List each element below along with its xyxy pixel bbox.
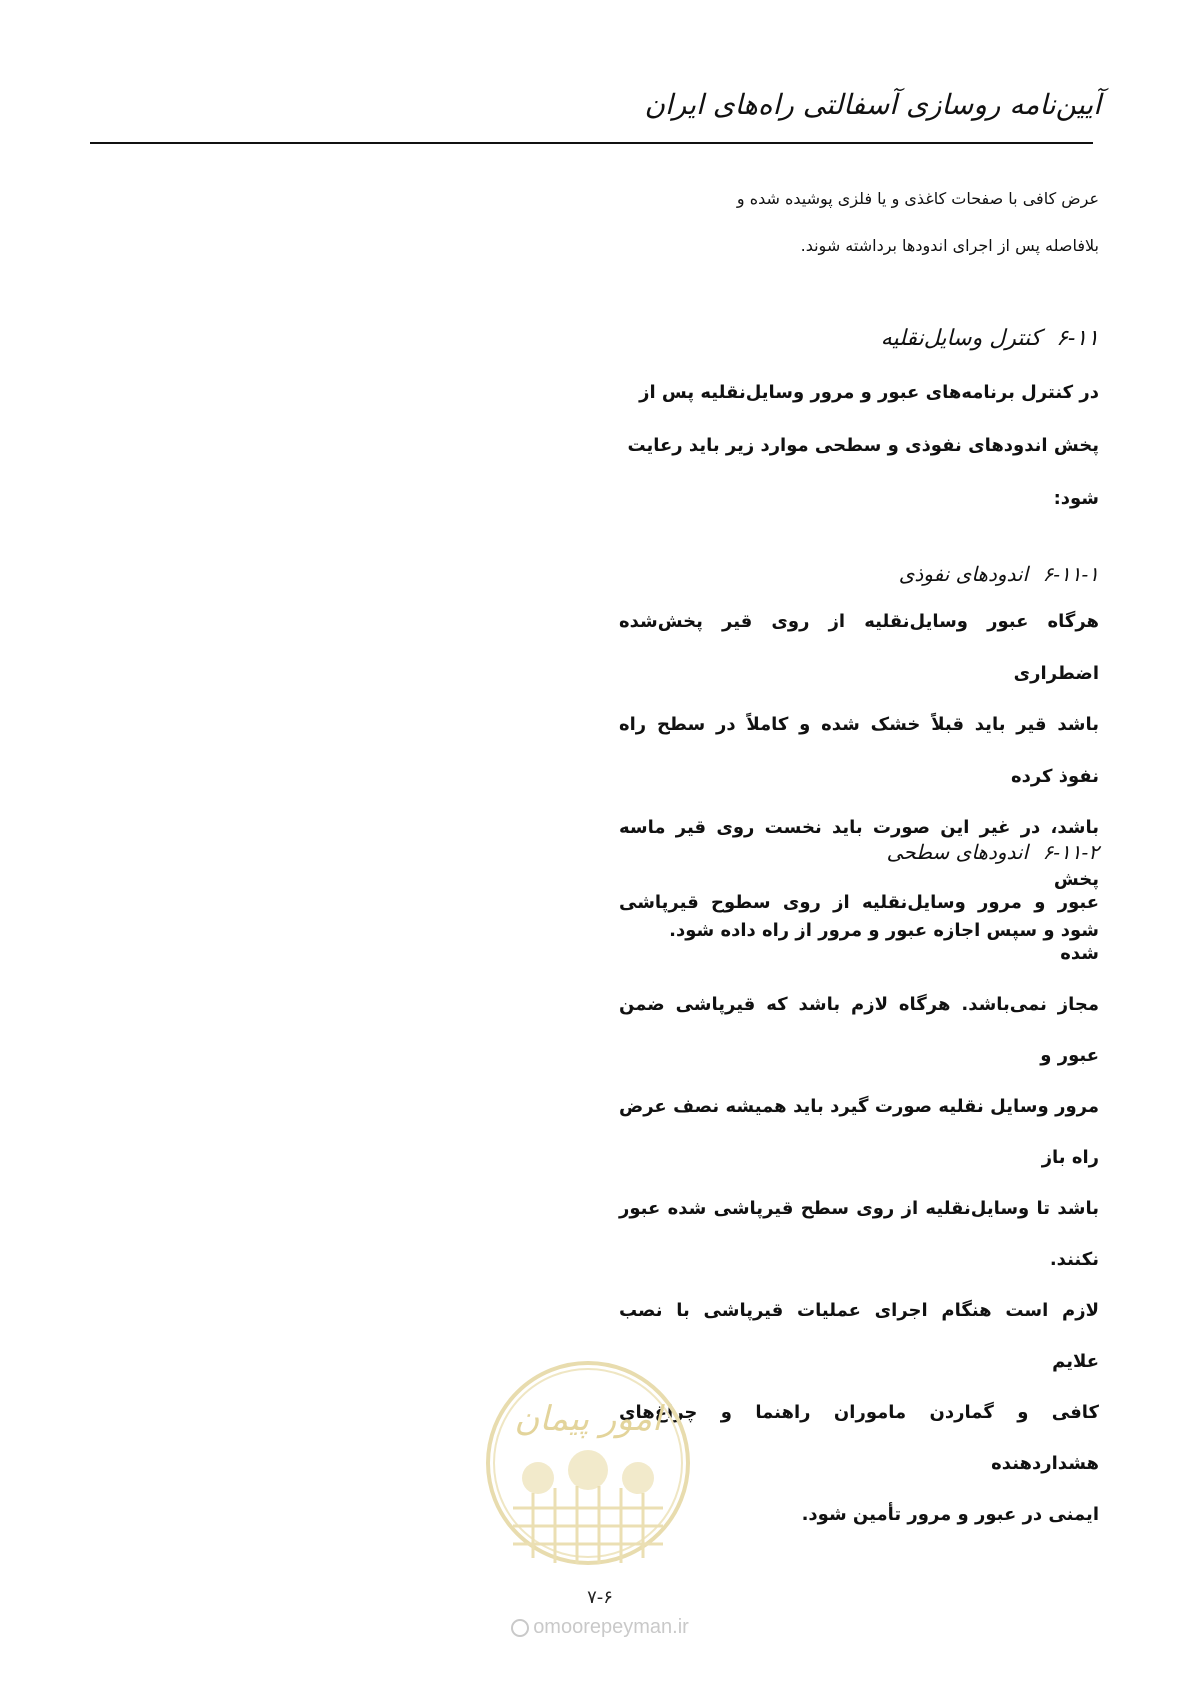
paragraph-line: شود: bbox=[1053, 488, 1099, 509]
section-11-paragraph bbox=[619, 366, 1099, 525]
section-title: اندودهای سطحی bbox=[886, 840, 1029, 864]
paragraph-line: باشد، در غیر این صورت باید نخست روی قیر ماسه پخش bbox=[619, 817, 1099, 890]
intro-line: بلافاصله پس از اجرای اندودها برداشته شوند. bbox=[800, 236, 1099, 255]
watermark-text: امور پیمان bbox=[514, 1399, 662, 1439]
paragraph-line: مجاز نمی‌باشد. هرگاه لازم باشد که قیرپاشی ضمن عبور و bbox=[619, 994, 1099, 1066]
section-heading-11-2 bbox=[619, 840, 1099, 864]
section-number: ۶-۱۱ bbox=[1056, 326, 1099, 351]
watermark-logo bbox=[483, 1358, 693, 1568]
at-icon bbox=[511, 1619, 529, 1637]
site-watermark-text: omoorepeyman.ir bbox=[533, 1616, 689, 1638]
paragraph-line: لازم است هنگام اجرای عملیات قیرپاشی با نصب علایم bbox=[619, 1300, 1099, 1372]
section-number: ۶-۱۱-۱ bbox=[1042, 562, 1099, 586]
section-title: اندودهای نفوذی bbox=[898, 562, 1029, 586]
paragraph-line: باشد قیر باید قبلاً خشک شده و کاملاً در سطح راه نفوذ کرده bbox=[619, 714, 1099, 787]
paragraph-line: هرگاه عبور وسایل‌نقلیه از روی قیر پخش‌شده اضطراری bbox=[619, 611, 1099, 684]
paragraph-line: پخش اندودهای نفوذی و سطحی موارد زیر باید رعایت bbox=[627, 435, 1099, 456]
section-title: کنترل وسایل‌نقلیه bbox=[880, 326, 1042, 351]
paragraph-line: ایمنی در عبور و مرور تأمین شود. bbox=[801, 1504, 1099, 1525]
header-divider bbox=[90, 142, 1093, 144]
paragraph-line: عبور و مرور وسایل‌نقلیه از روی سطوح قیرپاشی شده bbox=[619, 892, 1099, 964]
paragraph-line: در کنترل برنامه‌های عبور و مرور وسایل‌نقلیه پس از bbox=[639, 382, 1099, 403]
site-watermark bbox=[490, 1616, 710, 1639]
paragraph-line: کافی و گماردن ماموران راهنما و چراغ‌های هشداردهنده bbox=[619, 1402, 1099, 1474]
section-heading-11 bbox=[619, 326, 1099, 351]
paragraph-line: شود و سپس اجازه عبور و مرور از راه داده شود. bbox=[669, 920, 1099, 941]
page-header-title: آیین‌نامه روسازی آسفالتی راه‌های ایران bbox=[644, 88, 1101, 121]
section-number: ۶-۱۱-۲ bbox=[1042, 840, 1099, 864]
intro-line: عرض کافی با صفحات کاغذی و یا فلزی پوشیده شده و bbox=[736, 189, 1099, 208]
paragraph-line: مرور وسایل نقلیه صورت گیرد باید همیشه نصف عرض راه باز bbox=[619, 1096, 1099, 1168]
page-number: ۷-۶ bbox=[587, 1587, 613, 1608]
paragraph-line: باشد تا وسایل‌نقلیه از روی سطح قیرپاشی شده عبور نکنند. bbox=[619, 1198, 1099, 1270]
section-heading-11-1 bbox=[619, 562, 1099, 586]
